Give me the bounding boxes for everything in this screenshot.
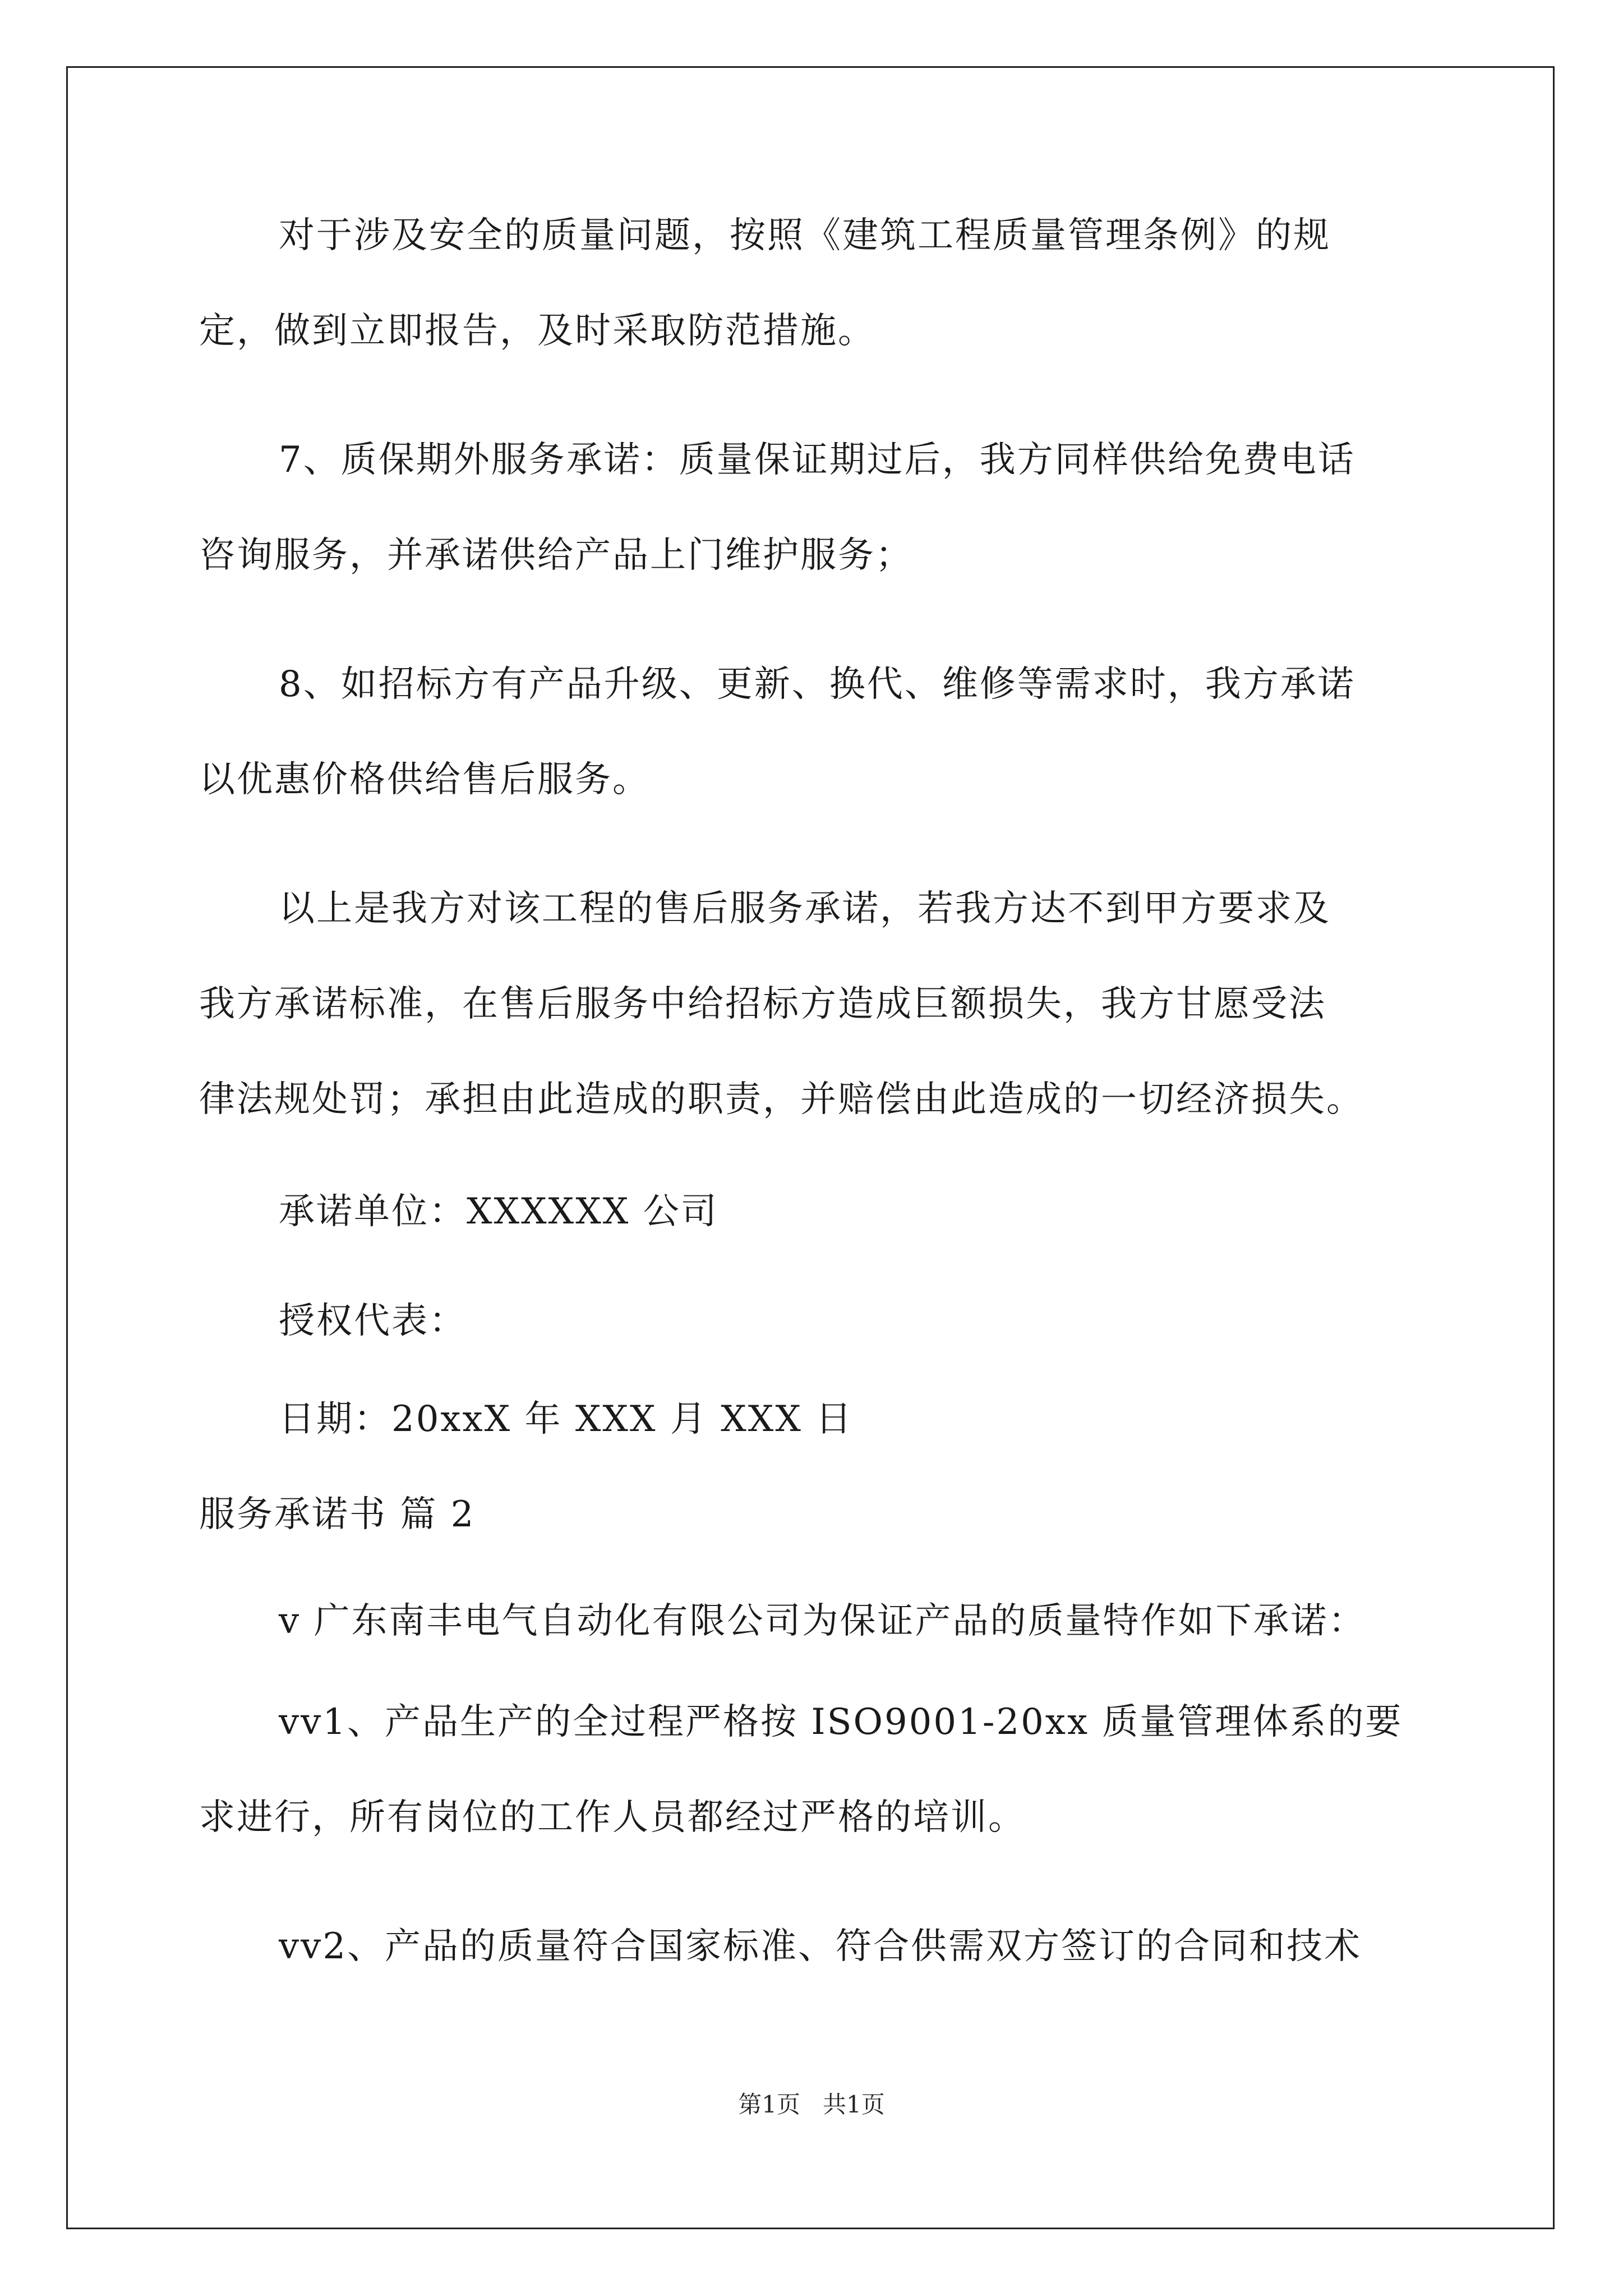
section-heading: 服务承诺书 篇 2	[199, 1494, 476, 1535]
authorized-representative-line: 授权代表：	[279, 1300, 467, 1342]
paragraph-line: 律法规处罚；承担由此造成的职责，并赔偿由此造成的一切经济损失。	[199, 1079, 1364, 1120]
page-border	[66, 66, 1555, 2229]
paragraph-line: 求进行，所有岗位的工作人员都经过严格的培训。	[199, 1797, 1026, 1838]
paragraph-line: 以优惠价格供给售后服务。	[199, 759, 650, 800]
paragraph-line: vv1、产品生产的全过程严格按 ISO9001-20xx 质量管理体系的要	[279, 1701, 1403, 1743]
paragraph-line: 对于涉及安全的质量问题，按照《建筑工程质量管理条例》的规	[279, 215, 1331, 256]
paragraph-line: 咨询服务，并承诺供给产品上门维护服务；	[199, 535, 913, 576]
paragraph-line: v 广东南丰电气自动化有限公司为保证产品的质量特作如下承诺：	[279, 1600, 1366, 1642]
page-footer: 第1页 共1页	[738, 2091, 885, 2118]
paragraph-line: 定，做到立即报告，及时采取防范措施。	[199, 310, 875, 352]
date-line: 日期：20xxX 年 XXX 月 XXX 日	[279, 1398, 854, 1440]
paragraph-line: vv2、产品的质量符合国家标准、符合供需双方签订的合同和技术	[279, 1926, 1362, 1967]
paragraph-line: 以上是我方对该工程的售后服务承诺，若我方达不到甲方要求及	[279, 888, 1331, 930]
paragraph-line: 8、如招标方有产品升级、更新、换代、维修等需求时，我方承诺	[279, 664, 1355, 705]
signatory-unit-line: 承诺单位：XXXXXX 公司	[279, 1191, 718, 1232]
paragraph-line: 7、质保期外服务承诺：质量保证期过后，我方同样供给免费电话	[279, 439, 1355, 481]
paragraph-line: 我方承诺标准，在售后服务中给招标方造成巨额损失，我方甘愿受法	[199, 983, 1326, 1025]
